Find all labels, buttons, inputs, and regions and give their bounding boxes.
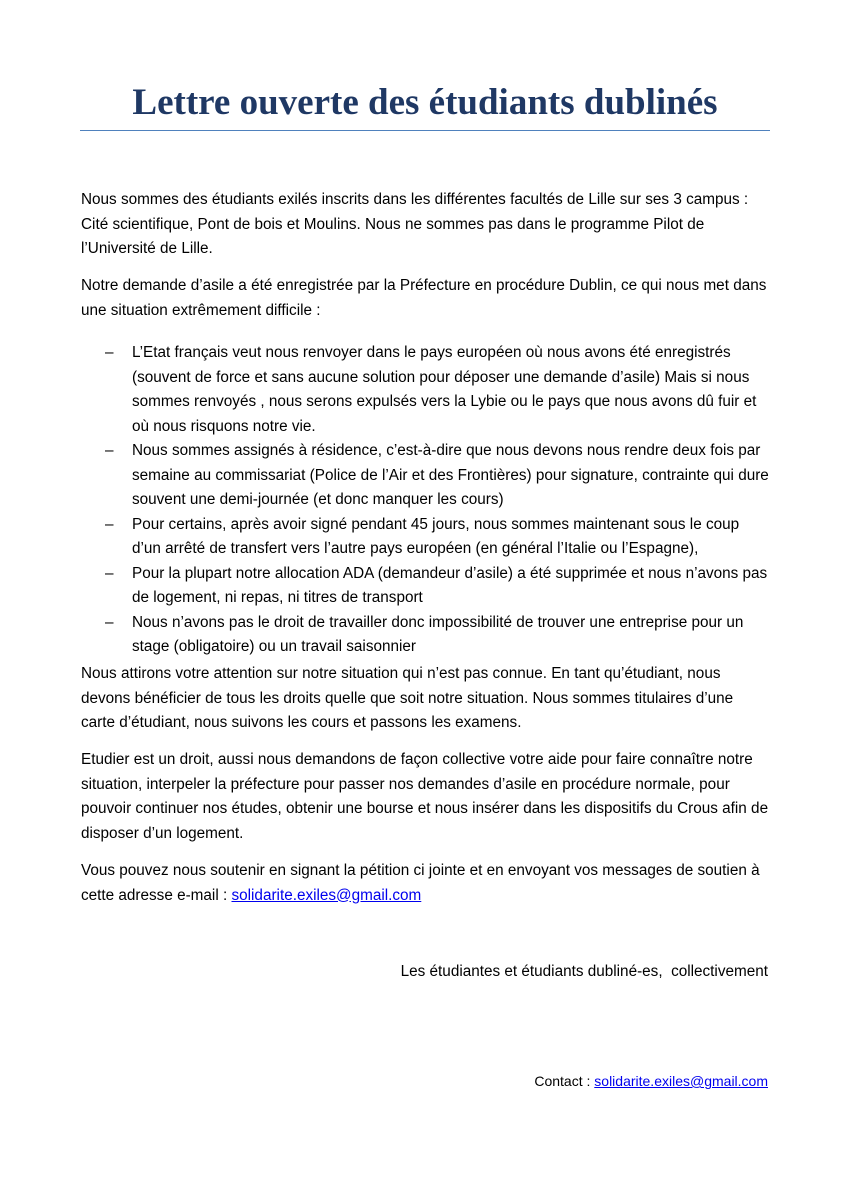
list-item [81,341,771,439]
page-title: Lettre ouverte des étudiants dublinés [132,82,718,123]
request-paragraph: Etudier est un droit, aussi nous demandons de façon collective votre aide pour faire connaître notre situation, interpeler la préfecture pour passer nos demandes d’asile en procédure normale, pour pouvoir continuer nos études, obtenir une bourse et nous insérer dans les dispositifs du Crous afin de disposer d’un logement. [81,751,769,842]
contact-email-link[interactable]: solidarite.exiles@gmail.com [594,1073,768,1089]
attention-paragraph: Nous attirons votre attention sur notre situation qui n’est pas connue. En tant qu’étudiant, nous devons bénéficier de tous les droits quelle que soit notre situation. Nous sommes titulaires d’une carte d’étudiant, nous suivons les cours et passons les examens. [81,665,734,731]
support-paragraph [81,859,771,908]
bullet-dash: – [105,515,114,533]
list-item-text: Pour certains, après avoir signé pendant 45 jours, nous sommes maintenant sous le coup d’un arrêté de transfert vers l’autre pays européen (en général l’Italie ou l’Espagne), [132,515,740,557]
list-item-text: L’Etat français veut nous renvoyer dans le pays européen où nous avons été enregistrés (souvent de force et sans aucune solution pour déposer une demande d’asile) Mais si nous sommes renvoyés , nous serons expulsés vers la Lybie ou le pays que nous avons dû fuir et où nous risquons notre vie. [132,344,757,435]
contact-label: Contact : [534,1073,595,1089]
list-item-text: Pour la plupart notre allocation ADA (demandeur d’asile) a été supprimée et nous n’avons pas de logement, ni repas, ni titres de transport [132,564,768,606]
contact-line [534,1070,768,1092]
list-item-text: Nous sommes assignés à résidence, c’est-à-dire que nous devons nous rendre deux fois par semaine au commissariat (Police de l’Air et des Frontières) pour signature, contrainte qui dure souvent une demi-journée (et donc manquer les cours) [132,442,769,508]
bullet-dash: – [105,344,114,361]
intro-paragraph: Nous sommes des étudiants exilés inscrits dans les différentes facultés de Lille sur ses 3 campus : Cité scientifique, Pont de bois et Moulins. Nous ne sommes pas dans le programme Pilot de l’Université de Lille. [81,191,749,257]
list-item [81,611,771,660]
title-underline-rule [80,130,770,131]
bullet-dash: – [105,613,114,631]
list-item-text: Nous n’avons pas le droit de travailler donc impossibilité de trouver une entreprise pour un stage (obligatoire) ou un travail saisonnier [132,613,744,655]
email-link[interactable]: solidarite.exiles@gmail.com [231,886,422,904]
list-item [81,562,771,611]
difficulties-list [81,341,771,660]
situation-paragraph: Notre demande d’asile a été enregistrée par la Préfecture en procédure Dublin, ce qui nous met dans une situation extrêmement difficile : [81,277,767,319]
support-text: Vous pouvez nous soutenir en signant la pétition ci jointe et en envoyant vos messages de soutien à cette adresse e-mail : [81,862,760,904]
signature: Les étudiantes et étudiants dubliné-es, collectivement [400,963,768,980]
bullet-dash: – [105,564,114,582]
bullet-dash: – [105,442,114,459]
list-item [81,439,771,513]
list-item [81,513,771,562]
